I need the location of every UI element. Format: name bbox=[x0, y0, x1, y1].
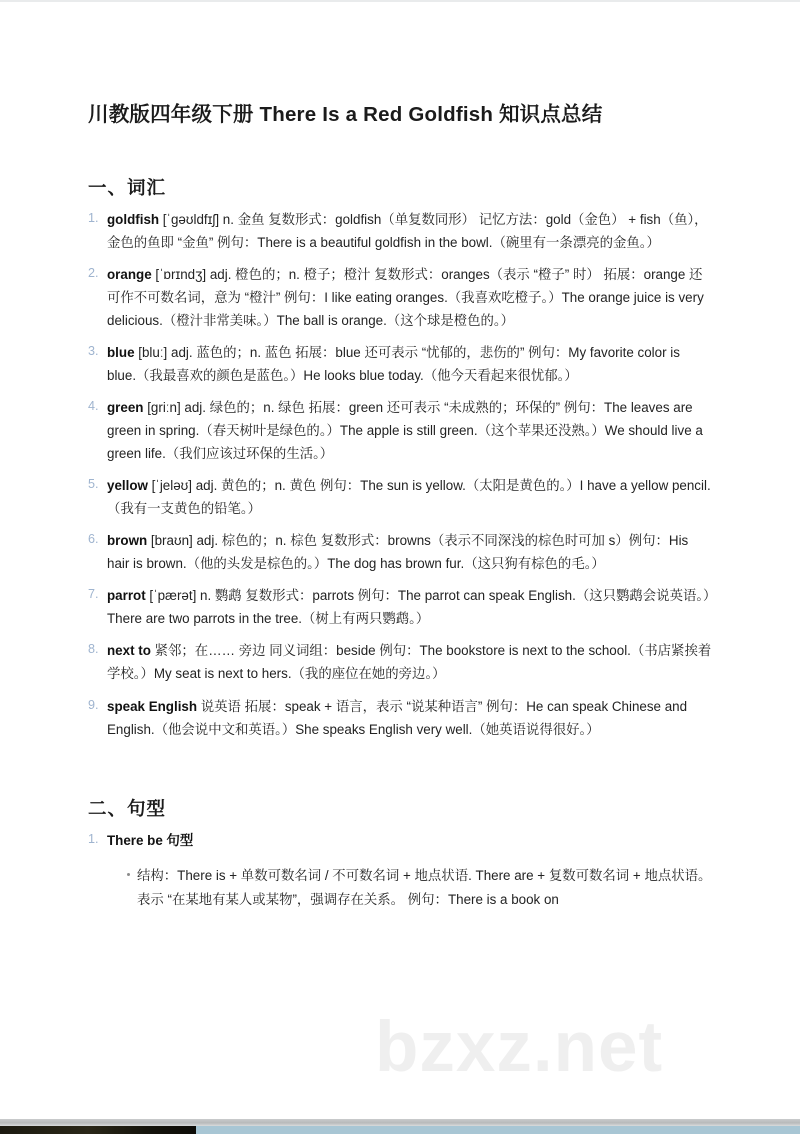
vocab-term: blue bbox=[107, 344, 135, 360]
next-page-dark-region bbox=[0, 1126, 196, 1134]
item-number: 1. bbox=[88, 831, 99, 846]
next-page-preview bbox=[0, 1126, 800, 1134]
list-item bbox=[127, 864, 712, 912]
vocab-term: green bbox=[107, 400, 144, 415]
vocab-body: [ˈɡəʊldfɪʃ] n. 金鱼 复数形式：goldfish（单复数同形） 记忆方法：gold（金色） + fish（鱼），金色的鱼即 “金鱼” 例句：There is a beautiful goldfish in the bowl.（碗里有一条漂亮的金鱼。） bbox=[107, 211, 708, 250]
vocab-term: goldfish bbox=[107, 211, 160, 227]
list-item bbox=[88, 396, 712, 465]
vocab-term: brown bbox=[107, 533, 148, 549]
vocab-body: [ˈpærət] n. 鹦鹉 复数形式：parrots 例句：The parrot can speak English.（这只鹦鹉会说英语。）There are two parrots in the tree.（树上有两只鹦鹉。） bbox=[107, 588, 710, 627]
item-number: 6. bbox=[88, 532, 99, 547]
list-item bbox=[88, 474, 712, 520]
item-number: 8. bbox=[88, 642, 99, 657]
item-number: 9. bbox=[88, 697, 99, 712]
list-item bbox=[88, 695, 712, 741]
vocab-term: next to bbox=[107, 643, 151, 659]
vocab-body: 说英语 拓展：speak + 语言，表示 “说某种语言” 例句：He can speak Chinese and English.（他会说中文和英语。）She speaks English very well.（她英语说得很好。） bbox=[107, 698, 688, 737]
item-number: 7. bbox=[88, 587, 99, 602]
section-heading-vocabulary: 一、词汇 bbox=[88, 176, 167, 198]
vocab-body: [bluː] adj. 蓝色的；n. 蓝色 拓展：blue 还可表示 “忧郁的，悲伤的” 例句：My favorite color is blue.（我最喜欢的颜色是蓝色。）He looks blue today.（他今天看起来很忧郁。） bbox=[107, 344, 680, 383]
list-item bbox=[88, 263, 712, 332]
pattern-heading: There be 句型 bbox=[107, 832, 194, 848]
page-bottom-divider bbox=[0, 1119, 800, 1126]
vocab-term: orange bbox=[107, 266, 152, 282]
item-number: 1. bbox=[88, 210, 99, 225]
item-number: 2. bbox=[88, 265, 99, 280]
vocab-term: speak English bbox=[107, 698, 198, 714]
pattern-detail-text: 结构：There is + 单数可数名词 / 不可数名词 + 地点状语. There are + 复数可数名词 + 地点状语。表示 “在某地有某人或某物”，强调存在关系。 例句：There is a book on bbox=[137, 867, 712, 907]
vocab-body: 紧邻；在…… 旁边 同义词组：beside 例句：The bookstore is next to the school.（书店紧挨着学校。）My seat is next to hers.（我的座位在她的旁边。） bbox=[107, 643, 712, 682]
site-watermark: bzxz.net bbox=[375, 1008, 664, 1087]
section-heading-sentence-patterns: 二、句型 bbox=[88, 797, 167, 819]
bullet-icon bbox=[127, 873, 130, 876]
item-number: 3. bbox=[88, 343, 99, 358]
list-item bbox=[88, 341, 712, 387]
vocab-body: [griːn] adj. 绿色的；n. 绿色 拓展：green 还可表示 “未成熟的；环保的” 例句：The leaves are green in spring.（春天树叶是绿色的。）The apple is still green.（这个苹果还没熟。）We should live a green life.（我们应该过环保的生活。） bbox=[107, 400, 703, 462]
vocab-term: yellow bbox=[107, 478, 148, 494]
list-item bbox=[88, 829, 712, 912]
list-item bbox=[88, 529, 712, 575]
page-title: 川教版四年级下册 There Is a Red Goldfish 知识点总结 bbox=[88, 103, 603, 126]
pattern-detail-list bbox=[107, 864, 712, 912]
vocab-body: [ˈjeləʊ] adj. 黄色的；n. 黄色 例句：The sun is yellow.（太阳是黄色的。）I have a yellow pencil.（我有一支黄色的铅笔。） bbox=[107, 478, 711, 517]
item-number: 5. bbox=[88, 477, 99, 492]
vocab-body: [ˈɒrɪndʒ] adj. 橙色的；n. 橙子；橙汁 复数形式：oranges（表示 “橙子” 时） 拓展：orange 还可作不可数名词，意为 “橙汁” 例句：I like eating oranges.（我喜欢吃橙子。）The orange juice is very delicious.（橙汁非常美味。）The ball is orange.（这个球是橙色的。） bbox=[107, 266, 704, 328]
vocab-term: parrot bbox=[107, 588, 146, 604]
sentence-pattern-list bbox=[88, 829, 712, 912]
list-item bbox=[88, 584, 712, 630]
item-number: 4. bbox=[88, 399, 99, 413]
vocab-body: [braʊn] adj. 棕色的；n. 棕色 复数形式：browns（表示不同深浅的棕色时可加 s）例句：His hair is brown.（他的头发是棕色的。）The dog has brown fur.（这只狗有棕色的毛。） bbox=[107, 533, 689, 572]
vocabulary-list bbox=[88, 208, 712, 741]
list-item bbox=[88, 208, 712, 254]
list-item bbox=[88, 639, 712, 685]
